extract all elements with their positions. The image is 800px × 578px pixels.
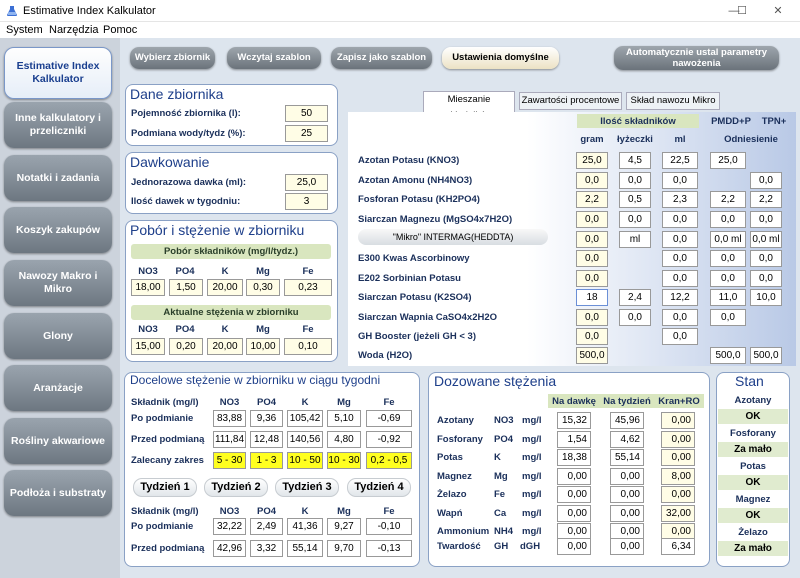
col-po4: PO4 [175,266,195,277]
status-label-1: Fosforany [730,428,776,439]
target2-hdr-3: K [301,506,309,517]
tank-title: Dane zbiornika [130,86,224,102]
dosed-unit-1: mg/l [522,433,542,445]
week1-button[interactable]: Tydzień 1 [133,478,197,497]
water-change-label: Podmiana wody/tydz (%): [131,128,246,139]
mix-ml-6[interactable]: 0,0 [662,270,698,287]
col-mg-2: Mg [256,324,270,335]
sidebar-podloza[interactable]: Podłoża i substraty [4,470,112,516]
mix-gram-4[interactable]: 0,0 [576,231,608,248]
sidebar-notatki[interactable]: Notatki i zadania [4,155,112,201]
status-title: Stan [735,373,764,389]
title-bar [0,0,800,22]
target2-hdr-label: Składnik (mg/l) [131,506,199,517]
hardness-sym: GH [494,541,509,552]
sidebar-nawozy[interactable]: Nawozy Makro i Mikro [4,260,112,306]
mix-tpn-10[interactable]: 500,0 [750,347,782,364]
current-mg[interactable]: 10,00 [246,338,280,355]
mix-ml-9[interactable]: 0,0 [662,328,698,345]
dosed-dose-6: 0,00 [557,523,591,540]
dosed-sym-6: NH4 [494,526,514,537]
target2-cell-0-1: 32,22 [213,518,246,535]
mix-ml-5[interactable]: 0,0 [662,250,698,267]
week4-button[interactable]: Tydzień 4 [347,478,411,497]
mix-row-name-5: E300 Kwas Ascorbinowy [358,253,470,264]
dosed-tap-3[interactable]: 8,00 [661,468,695,485]
tap-ro-header: Kran+RO [658,396,700,407]
dosed-unit-6: mg/l [522,526,542,537]
tpn-header: TPN+ [761,116,787,127]
mix-ml-3[interactable]: 0,0 [662,211,698,228]
target-cell-0-4: 5,10 [327,410,361,427]
dosed-tap-6[interactable]: 0,00 [661,523,695,540]
dosed-unit-5: mg/l [522,507,542,519]
col-k: K [221,266,229,277]
maximize-button[interactable]: ☐ [737,5,747,17]
dosed-dose-2: 18,38 [557,449,591,466]
mix-spoon-3[interactable]: 0,0 [619,211,651,228]
target2-cell-1-4: 9,70 [327,540,361,557]
mix-tpn-4[interactable]: 0,0 ml [750,231,782,248]
dosed-name-0: Azotany [437,415,474,426]
dosed-name-6: Ammonium [437,526,490,537]
per-week-header: Na tydzień [603,396,651,407]
water-change-input[interactable]: 25 [285,125,328,142]
hardness-dose: 0,00 [557,538,591,555]
mix-pmdd-4[interactable]: 0,0 ml [710,231,746,248]
target-hdr-label: Składnik (mg/l) [131,397,199,408]
col-k-2: K [221,324,229,335]
target2-hdr-4: Mg [337,506,351,517]
mix-row-name-6: E202 Sorbinian Potasu [358,273,461,284]
status-label-3: Magnez [735,494,771,505]
reference-header: Odniesienie [724,134,778,145]
target2-row-label-1: Przed podmianą [131,543,205,554]
menu-system[interactable]: System [6,24,43,36]
status-value-2: OK [718,475,788,490]
target-cell-1-3: 140,56 [287,431,323,448]
dosed-title: Dozowane stężenia [434,373,557,389]
dosed-name-4: Żelazo [437,489,467,500]
col-no3-2: NO3 [138,324,158,335]
close-button[interactable]: ✕ [773,5,783,17]
dosed-week-3: 0,00 [610,468,644,485]
ingredients-header: Ilość składników [600,116,676,127]
minimize-button[interactable]: — [728,5,740,17]
target2-hdr-5: Fe [383,506,395,517]
dosed-dose-1: 1,54 [557,431,591,448]
capacity-input[interactable]: 50 [285,105,328,122]
load-template-button[interactable]: Wczytaj szablon [227,47,321,69]
dosed-sym-2: K [494,452,501,463]
target-cell-1-4: 4,80 [327,431,361,448]
app-icon [6,5,18,17]
dosed-dose-3: 0,00 [557,468,591,485]
mix-pmdd-5[interactable]: 0,0 [710,250,746,267]
dosed-name-2: Potas [437,452,463,463]
dosed-dose-4: 0,00 [557,486,591,503]
mix-tpn-3[interactable]: 0,0 [750,211,782,228]
mix-gram-0[interactable]: 25,0 [576,152,608,169]
menu-narzedzia[interactable]: Narzędzia [49,24,99,36]
status-value-3: OK [718,508,788,523]
mix-spoon-8[interactable]: 0,0 [619,309,651,326]
target2-hdr-1: NO3 [219,506,240,517]
target-cell-1-5: -0,92 [366,431,412,448]
dosed-week-4: 0,00 [610,486,644,503]
mix-gram-9[interactable]: 0,0 [576,328,608,345]
save-template-button[interactable]: Zapisz jako szablon [331,47,432,69]
mix-row-name-7: Siarczan Potasu (K2SO4) [358,292,472,303]
dosed-name-1: Fosforany [437,433,483,445]
dosed-unit-4: mg/l [522,489,542,500]
target2-row-label-0: Po podmianie [131,521,194,532]
mix-row-name-4: "Mikro" INTERMAG(HEDDTA) [358,229,548,245]
single-dose-input[interactable]: 25,0 [285,174,328,191]
current-fe[interactable]: 0,10 [284,338,332,355]
dosed-unit-2: mg/l [522,452,542,463]
dose-count-input[interactable]: 3 [285,193,328,210]
current-band: Aktualne stężenia w zbiorniku [131,305,331,320]
target-row-label-2: Zalecany zakres [131,455,204,466]
dosed-week-6: 0,00 [610,523,644,540]
uptake-band: Pobór składników (mg/l/tydz.) [131,244,331,259]
target2-cell-1-3: 55,14 [287,540,323,557]
uptake-mg[interactable]: 0,30 [246,279,280,296]
dosed-unit-0: mg/l [522,415,542,426]
mix-gram-10[interactable]: 500,0 [576,347,608,364]
target-cell-2-2: 1 - 3 [250,452,283,469]
mix-spoon-0[interactable]: 4,5 [619,152,651,169]
mix-ml-1[interactable]: 0,0 [662,172,698,189]
auto-params-button[interactable]: Automatycznie ustal parametry nawożenia [614,46,779,70]
per-dose-header: Na dawkę [552,396,596,407]
target2-cell-1-5: -0,13 [366,540,412,557]
tab-percent[interactable]: Zawartości procentowe [519,92,622,110]
dosed-week-1: 4,62 [610,431,644,448]
target-cell-0-2: 9,36 [250,410,283,427]
status-value-4: Za mało [718,541,788,556]
mix-spoon-1[interactable]: 0,0 [619,172,651,189]
select-tank-button[interactable]: Wybierz zbiornik [130,47,215,69]
hardness-week: 0,00 [610,538,644,555]
mix-gram-6[interactable]: 0,0 [576,270,608,287]
target-hdr-4: Mg [337,397,351,408]
sidebar-rosliny[interactable]: Rośliny akwariowe [4,418,112,464]
tab-micro[interactable]: Skład nawozu Mikro [626,92,720,110]
target2-cell-0-2: 2,49 [250,518,283,535]
uptake-title: Pobór i stężenie w zbiorniku [130,222,305,238]
sidebar-aranzacje[interactable]: Aranżacje [4,365,112,411]
mix-pmdd-8[interactable]: 0,0 [710,309,746,326]
dosed-sym-3: Mg [494,470,508,482]
mix-gram-3[interactable]: 0,0 [576,211,608,228]
target-cell-0-5: -0,69 [366,410,412,427]
dosed-sym-1: PO4 [494,433,514,445]
current-k[interactable]: 20,00 [207,338,243,355]
sidebar-estimative-index[interactable]: Estimative Index Kalkulator [4,47,112,99]
dosed-week-0: 45,96 [610,412,644,429]
dosed-unit-3: mg/l [522,470,542,482]
week3-button[interactable]: Tydzień 3 [275,478,339,497]
uptake-po4[interactable]: 1,50 [169,279,203,296]
dosed-tap-1[interactable]: 0,00 [661,431,695,448]
dosed-tap-5[interactable]: 32,00 [661,505,695,522]
mix-row-name-10: Woda (H2O) [358,350,413,361]
sidebar-inne-kalkulatory[interactable]: Inne kalkulatory i przeliczniki [4,102,112,148]
hardness-tap: 6,34 [661,538,695,555]
mix-tpn-1[interactable]: 0,0 [750,172,782,189]
mix-row-name-2: Fosforan Potasu (KH2PO4) [358,194,480,205]
mix-spoon-7[interactable]: 2,4 [619,289,651,306]
target2-cell-1-1: 42,96 [213,540,246,557]
gram-header: gram [580,134,604,145]
mix-row-name-1: Azotan Amonu (NH4NO3) [358,175,473,186]
status-label-4: Żelazo [738,527,768,538]
col-mg: Mg [256,266,270,277]
mix-ml-4[interactable]: 0,0 [662,231,698,248]
target-cell-1-2: 12,48 [250,431,283,448]
uptake-no3[interactable]: 18,00 [131,279,165,296]
mix-pmdd-6[interactable]: 0,0 [710,270,746,287]
dosed-week-2: 55,14 [610,449,644,466]
mix-tpn-5[interactable]: 0,0 [750,250,782,267]
mix-ml-8[interactable]: 0,0 [662,309,698,326]
dosing-title: Dawkowanie [130,154,210,170]
dosed-sym-5: Ca [494,507,507,519]
target-row-label-1: Przed podmianą [131,434,205,445]
mix-gram-5[interactable]: 0,0 [576,250,608,267]
target-cell-2-3: 10 - 50 [287,452,323,469]
status-label-2: Potas [740,461,766,472]
mix-row-name-0: Azotan Potasu (KNO3) [358,155,460,166]
dosed-tap-2[interactable]: 0,00 [661,449,695,466]
target2-hdr-2: PO4 [256,506,276,517]
week2-button[interactable]: Tydzień 2 [204,478,268,497]
target2-cell-0-4: 9,27 [327,518,361,535]
col-fe-2: Fe [302,324,314,335]
target-row-label-0: Po podmianie [131,413,194,424]
target2-cell-0-3: 41,36 [287,518,323,535]
mix-row-name-9: GH Booster (jeżeli GH < 3) [358,331,476,342]
mix-spoon-4[interactable]: ml [619,231,651,248]
sidebar-koszyk[interactable]: Koszyk zakupów [4,207,112,253]
target-cell-2-4: 10 - 30 [327,452,361,469]
mix-ml-7[interactable]: 12,2 [662,289,698,306]
mix-gram-1[interactable]: 0,0 [576,172,608,189]
mix-spoon-2[interactable]: 0,5 [619,191,651,208]
target-hdr-1: NO3 [219,397,240,408]
menu-bar [0,22,800,38]
target-cell-0-3: 105,42 [287,410,323,427]
dosed-tap-4[interactable]: 0,00 [661,486,695,503]
mix-tpn-6[interactable]: 0,0 [750,270,782,287]
target2-cell-0-5: -0,10 [366,518,412,535]
target-cell-1-1: 111,84 [213,431,246,448]
dosed-week-5: 0,00 [610,505,644,522]
current-po4[interactable]: 0,20 [169,338,203,355]
capacity-label: Pojemność zbiornika (l): [131,108,241,119]
mix-ml-2[interactable]: 2,3 [662,191,698,208]
dosed-dose-5: 0,00 [557,505,591,522]
mix-pmdd-0[interactable]: 25,0 [710,152,746,169]
mix-row-name-8: Siarczan Wapnia CaSO4x2H2O [358,312,498,323]
sidebar-glony[interactable]: Glony [4,313,112,359]
status-label-0: Azotany [734,395,772,406]
mix-pmdd-7[interactable]: 11,0 [710,289,746,306]
dosed-dose-0: 15,32 [557,412,591,429]
col-no3: NO3 [138,266,158,277]
hardness-unit: dGH [520,541,541,552]
target-hdr-5: Fe [383,397,395,408]
mix-gram-2[interactable]: 2,2 [576,191,608,208]
spoon-header: łyżeczki [617,134,653,145]
mix-pmdd-2[interactable]: 2,2 [710,191,746,208]
tab-mixing[interactable]: Mieszanie [423,91,515,112]
target-cell-2-1: 5 - 30 [213,452,246,469]
col-fe: Fe [302,266,314,277]
hardness-label: Twardość [437,541,481,552]
mix-tpn-7[interactable]: 10,0 [750,289,782,306]
target-hdr-2: PO4 [256,397,276,408]
dose-count-label: Ilość dawek w tygodniu: [131,196,241,207]
target-title: Docelowe stężenie w zbiorniku w ciągu tygodni [130,373,381,387]
pmdd-header: PMDD+P [711,116,751,127]
current-no3[interactable]: 15,00 [131,338,165,355]
uptake-fe[interactable]: 0,23 [284,279,332,296]
target-cell-0-1: 83,88 [213,410,246,427]
single-dose-label: Jednorazowa dawka (ml): [131,177,247,188]
status-value-1: Za mało [718,442,788,457]
status-value-0: OK [718,409,788,424]
col-po4-2: PO4 [175,324,195,335]
dosed-name-5: Wapń [437,507,463,519]
mix-pmdd-3[interactable]: 0,0 [710,211,746,228]
window-title: Estimative Index Kalkulator [23,5,156,17]
default-settings-button[interactable]: Ustawienia domyślne [442,47,559,69]
dosed-tap-0[interactable]: 0,00 [661,412,695,429]
menu-pomoc[interactable]: Pomoc [103,24,138,36]
dosed-sym-4: Fe [494,489,506,500]
mix-pmdd-10[interactable]: 500,0 [710,347,746,364]
target-cell-2-5: 0,2 - 0,5 [366,452,412,469]
mix-gram-7[interactable]: 18 [576,289,608,306]
target2-cell-1-2: 3,32 [250,540,283,557]
dosed-sym-0: NO3 [494,415,514,426]
mix-row-name-3: Siarczan Magnezu (MgSO4x7H2O) [358,214,513,225]
dosed-name-3: Magnez [437,470,472,482]
ml-header: ml [674,134,686,145]
uptake-k[interactable]: 20,00 [207,279,243,296]
target-hdr-3: K [301,397,309,408]
mix-gram-8[interactable]: 0,0 [576,309,608,326]
mix-tpn-2[interactable]: 2,2 [750,191,782,208]
mix-ml-0[interactable]: 22,5 [662,152,698,169]
